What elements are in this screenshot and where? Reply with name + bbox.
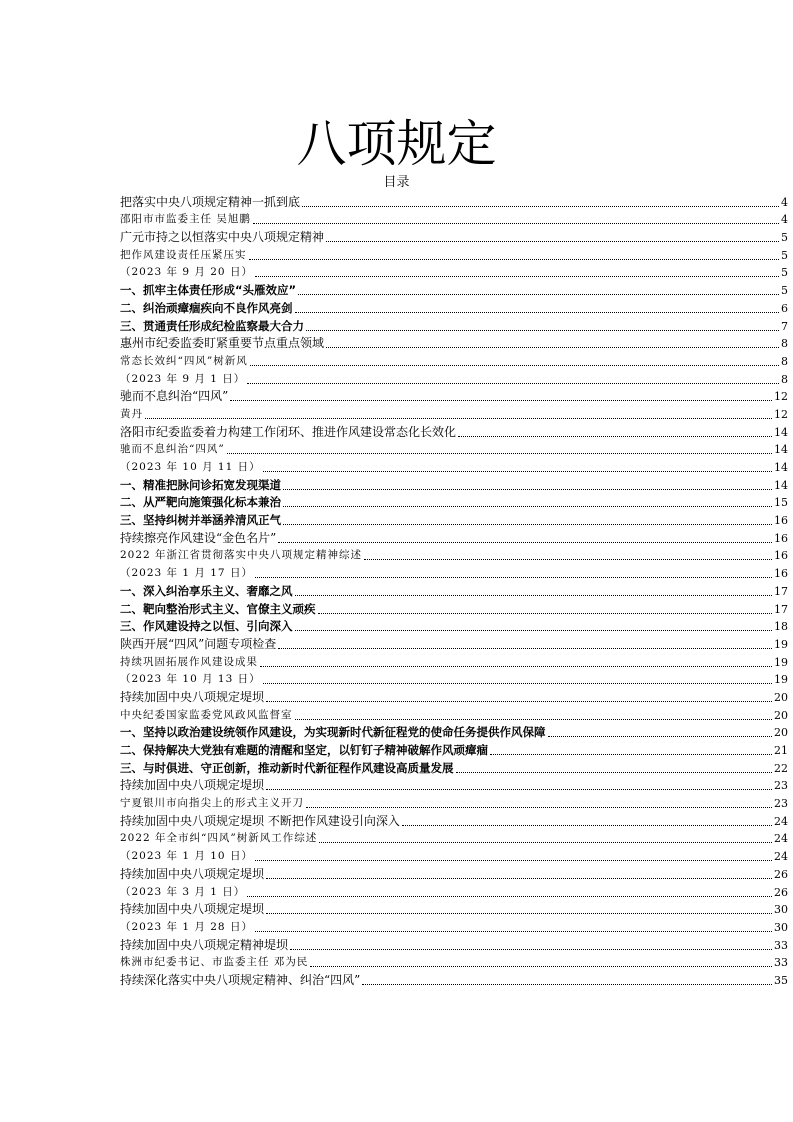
toc-page-number: 16 bbox=[774, 549, 788, 563]
toc-entry-title: （2023 年 9 月 1 日） bbox=[120, 372, 246, 385]
toc-entry[interactable] bbox=[120, 917, 788, 935]
table-of-contents bbox=[120, 192, 788, 988]
toc-entry[interactable] bbox=[120, 369, 788, 387]
toc-dot-leader bbox=[306, 330, 779, 331]
toc-page-number: 17 bbox=[774, 602, 788, 616]
toc-page-number: 21 bbox=[774, 744, 788, 757]
toc-dot-leader bbox=[490, 754, 772, 755]
toc-entry-title: 一、精准把脉问诊拓宽发现渠道 bbox=[120, 477, 281, 492]
toc-entry-title: 持续巩固拓展作风建设成果 bbox=[120, 655, 258, 668]
toc-entry[interactable] bbox=[120, 935, 788, 953]
toc-entry[interactable] bbox=[120, 687, 788, 705]
toc-entry[interactable] bbox=[120, 864, 788, 882]
toc-entry[interactable] bbox=[120, 227, 788, 245]
toc-entry-title: 洛阳市纪委监委着力构建工作闭环、推进作风建设常态化长效化 bbox=[120, 424, 457, 439]
toc-entry[interactable] bbox=[120, 422, 788, 440]
toc-entry[interactable] bbox=[120, 210, 788, 228]
toc-dot-leader bbox=[310, 966, 772, 967]
toc-entry-title: 陕西开展“四风”问题专项检查 bbox=[120, 636, 277, 651]
toc-entry[interactable] bbox=[120, 953, 788, 971]
toc-entry[interactable] bbox=[120, 882, 788, 900]
toc-entry[interactable] bbox=[120, 475, 788, 493]
toc-dot-leader bbox=[255, 276, 779, 277]
toc-entry-title: 一、抓牢主体责任形成“头雁效应” bbox=[120, 283, 297, 298]
toc-page-number: 16 bbox=[774, 514, 788, 528]
toc-page-number: 23 bbox=[774, 779, 788, 793]
toc-page-number: 24 bbox=[774, 832, 788, 846]
toc-entry-title: 邵阳市市监委主任 吴旭鹏 bbox=[120, 213, 251, 226]
toc-entry-title: 2022 年全市纠“四风”树新风工作综述 bbox=[120, 832, 318, 845]
toc-entry[interactable] bbox=[120, 634, 788, 652]
toc-entry-title: （2023 年 1 月 17 日） bbox=[120, 567, 253, 580]
toc-entry-title: 三、坚持纠树并举涵养清风正气 bbox=[120, 513, 281, 528]
toc-page-number: 8 bbox=[781, 337, 788, 351]
toc-entry[interactable] bbox=[120, 528, 788, 546]
toc-entry-title: 2022 年浙江省贯彻落实中央八项规定精神综述 bbox=[120, 549, 363, 562]
toc-entry[interactable] bbox=[120, 723, 788, 741]
toc-entry-title: （2023 年 1 月 10 日） bbox=[120, 850, 253, 863]
toc-page-number: 24 bbox=[774, 814, 788, 828]
toc-dot-leader bbox=[260, 666, 772, 667]
toc-entry-title: 宁夏银川市向指尖上的形式主义开刀 bbox=[120, 797, 304, 810]
toc-entry-title: 株洲市纪委书记、市监委主任 邓为民 bbox=[120, 956, 309, 969]
toc-dot-leader bbox=[306, 807, 772, 808]
toc-entry[interactable] bbox=[120, 316, 788, 334]
toc-entry-title: 持续加固中央八项规定堤坝 bbox=[120, 778, 265, 793]
toc-entry-title: （2023 年 1 月 28 日） bbox=[120, 920, 253, 933]
toc-entry-title: 持续加固中央八项规定堤坝 bbox=[120, 866, 265, 881]
toc-entry-title: 持续加固中央八项规定精神堤坝 bbox=[120, 937, 289, 952]
toc-dot-leader bbox=[263, 683, 772, 684]
toc-dot-leader bbox=[230, 400, 772, 401]
toc-dot-leader bbox=[253, 223, 779, 224]
toc-entry[interactable] bbox=[120, 298, 788, 316]
toc-entry[interactable] bbox=[120, 900, 788, 918]
document-title: 八项规定 bbox=[296, 115, 497, 173]
toc-entry[interactable] bbox=[120, 493, 788, 511]
toc-page-number: 35 bbox=[774, 973, 788, 987]
toc-dot-leader bbox=[145, 418, 772, 419]
toc-dot-leader bbox=[283, 489, 772, 490]
toc-entry[interactable] bbox=[120, 351, 788, 369]
toc-page-number: 12 bbox=[774, 390, 788, 404]
toc-entry[interactable] bbox=[120, 280, 788, 298]
toc-dot-leader bbox=[402, 825, 772, 826]
toc-page-number: 5 bbox=[781, 266, 788, 280]
toc-page-number: 14 bbox=[774, 425, 788, 439]
toc-entry[interactable] bbox=[120, 457, 788, 475]
toc-entry-title: 把作风建设责任压紧压实 bbox=[120, 248, 247, 261]
toc-page-number: 20 bbox=[774, 690, 788, 704]
toc-entry-title: 持续加固中央八项规定堤坝 bbox=[120, 902, 265, 917]
toc-entry[interactable] bbox=[120, 670, 788, 688]
toc-entry-title: 黄丹 bbox=[120, 407, 143, 420]
toc-entry[interactable] bbox=[120, 563, 788, 581]
toc-dot-leader bbox=[250, 365, 779, 366]
toc-dot-leader bbox=[295, 630, 773, 631]
toc-entry[interactable] bbox=[120, 245, 788, 263]
toc-entry[interactable] bbox=[120, 793, 788, 811]
toc-entry-title: 一、深入纠治享乐主义、奢靡之风 bbox=[120, 583, 293, 598]
toc-page-number: 12 bbox=[774, 407, 788, 421]
toc-dot-leader bbox=[319, 842, 772, 843]
toc-page-number: 20 bbox=[774, 726, 788, 740]
toc-dot-leader bbox=[302, 206, 779, 207]
toc-page-number: 20 bbox=[774, 708, 788, 722]
toc-entry-title: 持续加固中央八项规定堤坝 不断把作风建设引向深入 bbox=[120, 813, 400, 828]
toc-dot-leader bbox=[266, 701, 772, 702]
toc-page-number: 5 bbox=[781, 248, 788, 262]
toc-page-number: 19 bbox=[774, 637, 788, 651]
toc-dot-leader bbox=[326, 347, 779, 348]
toc-page-number: 17 bbox=[774, 584, 788, 598]
toc-entry-title: （2023 年 10 月 11 日） bbox=[120, 461, 261, 473]
toc-entry-title: 驰而不息纠治“四风” bbox=[120, 389, 229, 404]
toc-entry-title: 中央纪委国家监委党风政风监督室 bbox=[120, 708, 293, 721]
toc-page-number: 7 bbox=[781, 319, 788, 333]
toc-entry[interactable] bbox=[120, 599, 788, 617]
toc-page-number: 33 bbox=[774, 938, 788, 952]
toc-dot-leader bbox=[290, 949, 772, 950]
toc-entry[interactable] bbox=[120, 970, 788, 988]
toc-entry-title: 把落实中央八项规定精神一抓到底 bbox=[120, 194, 301, 209]
toc-dot-leader bbox=[318, 613, 773, 614]
toc-dot-leader bbox=[458, 436, 772, 437]
toc-entry-title: 二、靶向整治形式主义、官僚主义顽疾 bbox=[120, 601, 316, 616]
toc-page-number: 18 bbox=[774, 620, 788, 634]
toc-dot-leader bbox=[362, 984, 772, 985]
toc-entry-title: 三、与时俱进、守正创新，推动新时代新征程作风建设高质量发展 bbox=[120, 760, 454, 775]
toc-page-number: 30 bbox=[774, 920, 788, 934]
toc-page-number: 23 bbox=[774, 797, 788, 811]
toc-page-number: 19 bbox=[774, 655, 788, 669]
toc-dot-leader bbox=[298, 294, 779, 295]
toc-page-number: 26 bbox=[774, 867, 788, 881]
toc-dot-leader bbox=[227, 453, 772, 454]
toc-entry[interactable] bbox=[120, 776, 788, 794]
toc-entry[interactable] bbox=[120, 758, 788, 776]
toc-entry[interactable] bbox=[120, 510, 788, 528]
toc-entry-title: 二、保持解决大党独有难题的清醒和坚定，以钉钉子精神破解作风顽瘴痼 bbox=[120, 743, 488, 757]
toc-entry[interactable] bbox=[120, 404, 788, 422]
toc-dot-leader bbox=[247, 383, 779, 384]
toc-page-number: 14 bbox=[774, 443, 788, 457]
toc-entry[interactable] bbox=[120, 387, 788, 405]
toc-page-number: 8 bbox=[781, 354, 788, 368]
toc-entry-title: 三、作风建设持之以恒、引向深入 bbox=[120, 619, 293, 634]
toc-entry-title: 广元市持之以恒落实中央八项规定精神 bbox=[120, 230, 325, 245]
toc-entry-title: 持续擦亮作风建设“金色名片” bbox=[120, 530, 277, 545]
toc-entry[interactable] bbox=[120, 740, 788, 758]
toc-entry[interactable] bbox=[120, 440, 788, 458]
toc-dot-leader bbox=[364, 559, 772, 560]
toc-page-number: 14 bbox=[774, 461, 788, 474]
toc-page-number: 22 bbox=[774, 761, 788, 775]
toc-entry-title: 持续加固中央八项规定堤坝 bbox=[120, 689, 265, 704]
toc-page-number: 16 bbox=[774, 531, 788, 545]
toc-page-number: 6 bbox=[781, 301, 788, 315]
toc-entry[interactable] bbox=[120, 811, 788, 829]
toc-page-number: 30 bbox=[774, 903, 788, 917]
toc-entry-title: 三、贯通责任形成纪检监察最大合力 bbox=[120, 318, 304, 333]
toc-entry-title: （2023 年 3 月 1 日） bbox=[120, 885, 246, 898]
toc-dot-leader bbox=[283, 524, 772, 525]
toc-page-number: 8 bbox=[781, 372, 788, 386]
toc-entry-title: 二、纠治顽瘴痼疾向不良作风亮剑 bbox=[120, 300, 293, 315]
toc-page-number: 16 bbox=[774, 567, 788, 581]
toc-entry-title: 驰而不息纠治“四风” bbox=[120, 443, 225, 456]
toc-dot-leader bbox=[278, 542, 772, 543]
toc-heading: 目录 bbox=[383, 175, 410, 190]
toc-page-number: 15 bbox=[774, 496, 788, 510]
toc-entry[interactable] bbox=[120, 846, 788, 864]
toc-dot-leader bbox=[255, 577, 772, 578]
toc-dot-leader bbox=[278, 648, 772, 649]
toc-entry-title: 一、坚持以政治建设统领作风建设，为实现新时代新征程党的使命任务提供作风保障 bbox=[120, 725, 546, 740]
toc-dot-leader bbox=[295, 595, 773, 596]
toc-entry-title: （2023 年 9 月 20 日） bbox=[120, 266, 253, 279]
toc-page-number: 5 bbox=[781, 284, 788, 298]
toc-dot-leader bbox=[263, 471, 772, 472]
toc-dot-leader bbox=[283, 506, 772, 507]
toc-dot-leader bbox=[255, 931, 772, 932]
toc-page-number: 19 bbox=[774, 673, 788, 687]
toc-dot-leader bbox=[456, 772, 773, 773]
toc-entry[interactable] bbox=[120, 652, 788, 670]
toc-dot-leader bbox=[255, 860, 772, 861]
toc-entry[interactable] bbox=[120, 263, 788, 281]
toc-dot-leader bbox=[548, 736, 773, 737]
toc-dot-leader bbox=[247, 896, 772, 897]
toc-page-number: 33 bbox=[774, 956, 788, 970]
toc-dot-leader bbox=[266, 789, 772, 790]
toc-page-number: 26 bbox=[774, 885, 788, 899]
toc-entry[interactable] bbox=[120, 334, 788, 352]
toc-page-number: 4 bbox=[781, 213, 788, 227]
toc-entry[interactable] bbox=[120, 829, 788, 847]
toc-entry-title: 常态长效纠“四风”树新风 bbox=[120, 354, 248, 367]
toc-entry[interactable] bbox=[120, 546, 788, 564]
toc-dot-leader bbox=[326, 241, 779, 242]
toc-entry[interactable] bbox=[120, 705, 788, 723]
toc-dot-leader bbox=[295, 719, 773, 720]
toc-dot-leader bbox=[295, 312, 780, 313]
toc-dot-leader bbox=[266, 878, 772, 879]
toc-entry-title: 二、从严靶向施策强化标本兼治 bbox=[120, 495, 281, 510]
toc-entry[interactable] bbox=[120, 581, 788, 599]
toc-entry-title: 惠州市纪委监委盯紧重要节点重点领域 bbox=[120, 336, 325, 351]
toc-entry[interactable] bbox=[120, 192, 788, 210]
toc-entry[interactable] bbox=[120, 617, 788, 635]
toc-page-number: 4 bbox=[781, 195, 788, 209]
toc-entry-title: 持续深化落实中央八项规定精神、纠治“四风” bbox=[120, 972, 361, 987]
toc-page-number: 5 bbox=[781, 231, 788, 245]
toc-entry-title: （2023 年 10 月 13 日） bbox=[120, 673, 261, 686]
toc-dot-leader bbox=[266, 913, 772, 914]
toc-dot-leader bbox=[249, 259, 780, 260]
toc-page-number: 14 bbox=[774, 478, 788, 492]
toc-page-number: 24 bbox=[774, 850, 788, 864]
